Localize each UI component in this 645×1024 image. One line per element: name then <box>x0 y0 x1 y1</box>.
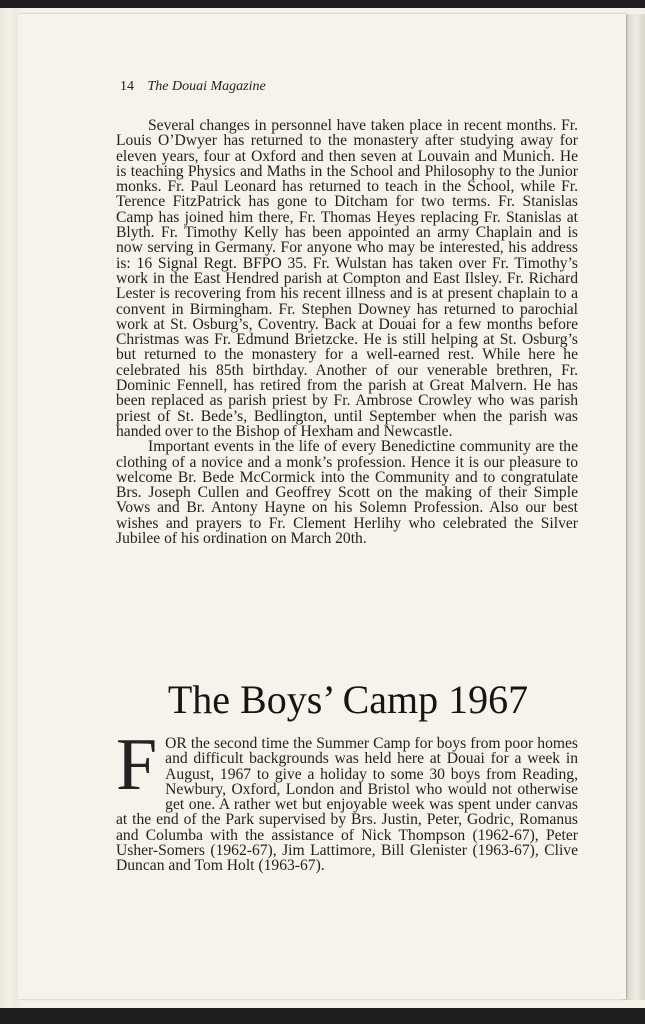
article-body <box>116 724 578 875</box>
news-paragraphs <box>116 118 578 546</box>
page-number: 14 <box>120 79 134 94</box>
book-page-stack <box>623 14 645 1000</box>
magazine-title: The Douai Magazine <box>147 79 266 94</box>
drop-cap: F <box>116 724 158 806</box>
paragraph-events: Important events in the life of every Benedictine community are the clothing of a novice and a monk’s profession. Hence it is our pleasure to welcome Br. Bede McCormick into the Community and to congratulate Brs. Joseph Cullen and Geoffrey Scott on the making of their Simple Vows and Br. Antony Hayne on his Solemn Profession. Also our best wishes and prayers to Fr. Clement Herlihy who celebrated the Silver Jubilee of his ordination on March 20th. <box>116 438 578 548</box>
article-text: OR the second time the Summer Camp for boys from poor homes and difficult backgrounds was held here at Douai for a week in August, 1967 to give a holiday to some 30 boys from Reading, Newbury, Oxford, London and Bristol who would not otherwise get one. A rather wet but enjoyable week was spent under canvas at the end of the Park supervised by Brs. Justin, Peter, Godric, Romanus and Columba with the assistance of Nick Thompson (1962-67), Peter Usher-Somers (1962-67), Jim Lattimore, Bill Glenister (1963-67), Clive Duncan and Tom Holt (1963-67). <box>116 735 578 875</box>
article-paragraph <box>116 724 578 875</box>
article-title: The Boys’ Camp 1967 <box>167 677 529 722</box>
running-head <box>120 79 266 95</box>
paragraph-personnel: Several changes in personnel have taken place in recent months. Fr. Louis O’Dwyer has returned to the monastery after studying away for eleven years, four at Oxford and then seven at Louvain and Munich. He is teaching Physics and Maths in the School and Philosophy to the Junior monks. Fr. Paul Leonard has returned to teach in the School, while Fr. Terence FitzPatrick has gone to Ditcham for two terms. Fr. Stanislas Camp has joined him there, Fr. Thomas Heyes replacing Fr. Stanislas at Blyth. Fr. Timothy Kelly has been appointed an army Chaplain and is now serving in Germany. For anyone who may be interested, his address is: 16 Signal Regt. BFPO 35. Fr. Wulstan has taken over Fr. Timothy’s work in the East Hendred parish at Compton and East Ilsley. Fr. Richard Lester is recovering from his recent illness and is at present chaplain to a convent in Birmingham. Fr. Stephen Downey has returned to parochial work at St. Osburg’s, Coventry. Back at Douai for a few months before Christmas was Fr. Edmund Brietzcke. He is still helping at St. Osburg’s but returned to the monastery for a well-earned rest. While here he celebrated his 85th birthday. Another of our venerable brethren, Fr. Dominic Fennell, has retired from the parish at Great Malvern. He has been replaced as parish priest by Fr. Ambrose Crowley who was parish priest of St. Bede’s, Bedlington, until September when the parish was handed over to the Bishop of Hexham and Newcastle. <box>116 117 578 440</box>
